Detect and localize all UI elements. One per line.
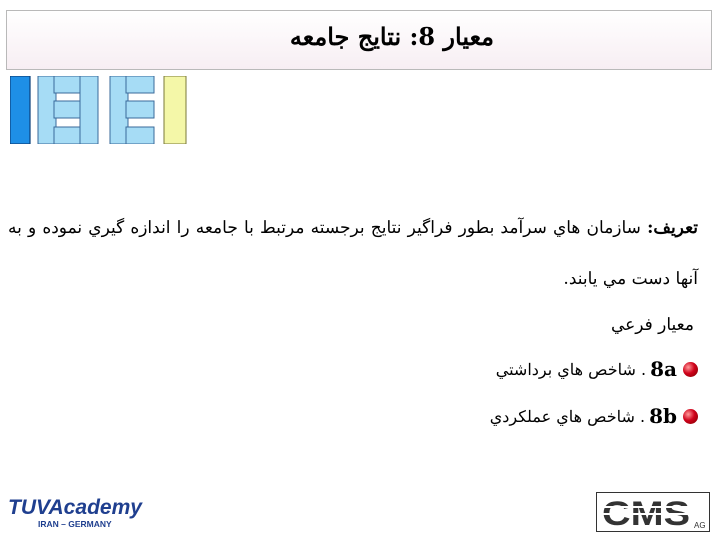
bullet-icon xyxy=(683,362,698,377)
list-item xyxy=(490,403,698,429)
svg-text:TUVAcademy: TUVAcademy xyxy=(8,496,144,519)
svg-text:IRAN – GERMANY: IRAN – GERMANY xyxy=(38,519,112,529)
svg-text:AG: AG xyxy=(694,521,706,530)
definition-text: سازمان هاي سرآمد بطور فراگير نتايج برجسته مرتبط با جامعه را اندازه گيري نموده و به آنها دست مي يابند. xyxy=(8,218,698,289)
tuv-academy-logo xyxy=(6,492,146,532)
sub-criteria-heading: معيار فرعي xyxy=(610,315,694,335)
bullet-icon xyxy=(683,409,698,424)
sub-criteria-list xyxy=(490,356,698,450)
excellence-model-diagram xyxy=(10,76,192,144)
criterion-text: . شاخص هاي برداشتي xyxy=(495,359,647,379)
svg-text:CMS: CMS xyxy=(602,495,690,532)
definition-paragraph xyxy=(8,203,698,305)
definition-label: تعريف: xyxy=(647,218,698,238)
cms-logo xyxy=(596,492,710,532)
criterion-text: . شاخص هاي عملكردي xyxy=(489,406,646,426)
criterion-code: 8b xyxy=(649,404,677,428)
page-title: معيار 8: نتايج جامعه xyxy=(289,22,494,51)
criterion-code: 8a xyxy=(650,357,677,381)
list-item xyxy=(490,356,698,382)
